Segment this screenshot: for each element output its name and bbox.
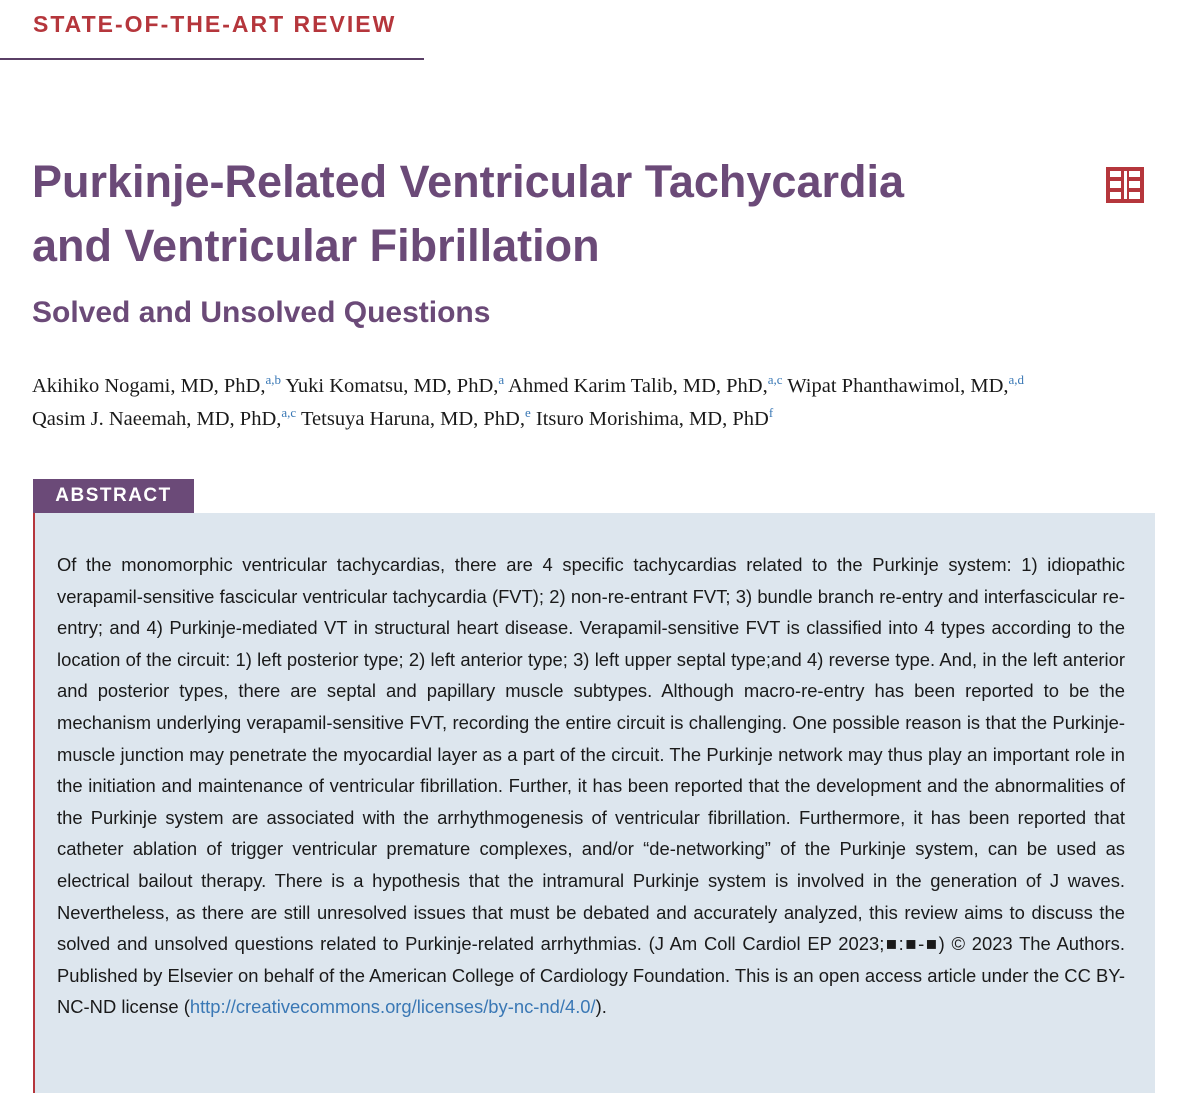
- license-link[interactable]: http://creativecommons.org/licenses/by-nc-nd/4.0/: [189, 996, 596, 1018]
- author-name: Yuki Komatsu, MD, PhD,: [285, 375, 499, 397]
- affiliation-sup[interactable]: f: [768, 405, 774, 421]
- author-name: Itsuro Morishima, MD, PhD: [535, 408, 769, 430]
- affiliation-sup[interactable]: a,b: [265, 372, 282, 388]
- author: [32, 405, 297, 430]
- author-list: [32, 370, 1182, 436]
- copyright-text: © 2023 The Authors. Published by Elsevier on behalf of the American College of Cardiology Foundation. This is an open access article under the CC BY-NC-ND license (: [57, 933, 1125, 1018]
- affiliation-sup[interactable]: a,c: [767, 372, 783, 388]
- author: [508, 372, 783, 397]
- author: [32, 372, 282, 397]
- affiliation-sup[interactable]: a,c: [281, 405, 297, 421]
- author: [285, 372, 505, 397]
- affiliation-sup[interactable]: a,d: [1008, 372, 1025, 388]
- closing-punctuation: ).: [595, 996, 607, 1018]
- abstract-text: [57, 549, 1125, 1023]
- author-name: Akihiko Nogami, MD, PhD,: [32, 375, 266, 397]
- author-name: Ahmed Karim Talib, MD, PhD,: [508, 375, 768, 397]
- citation: (J Am Coll Cardiol EP 2023;■:■-■): [648, 933, 945, 955]
- affiliation-sup[interactable]: a: [498, 372, 505, 388]
- abstract-body: Of the monomorphic ventricular tachycardias, there are 4 specific tachycardias related to the Purkinje system: 1) idiopathic verapamil-sensitive fascicular ventricular tachycardia (FVT); 2) non-re-entrant FVT; 3) bundle branch re-entry and interfascicular re-entry; and 4) Purkinje-mediated VT in structural heart disease. Verapamil-sensitive FVT is classified into 4 types according to the location of the circuit: 1) left posterior type; 2) left anterior type; 3) left upper septal type;and 4) reverse type. And, in the left anterior and posterior types, there are septal and papillary muscle subtypes. Although macro-re-entry has been reported to be the mechanism underlying verapamil-sensitive FVT, recording the entire circuit is challenging. One possible reason is that the Purkinje-muscle junction may penetrate the myocardial layer as a part of the circuit. The Purkinje network may thus play an important role in the initiation and maintenance of ventricular fibrillation. Further, it has been reported that the development and the abnormalities of the Purkinje system are associated with the arrhythmogenesis of ventricular fibrillation. Furthermore, it has been reported that catheter ablation of trigger ventricular premature complexes, and/or “de-networking” of the Purkinje system, can be used as electrical bailout therapy. There is a hypothesis that the intramural Purkinje system is involved in the generation of J waves. Nevertheless, as there are still unresolved issues that must be debated and accurately analyzed, this review aims to discuss the solved and unsolved questions related to Purkinje-related arrhythmias.: [57, 554, 1125, 955]
- article-subtitle: Solved and Unsolved Questions: [32, 296, 491, 329]
- affiliation-sup[interactable]: e: [524, 405, 531, 421]
- title-line-1: Purkinje-Related Ventricular Tachycardia: [32, 156, 905, 207]
- author: [535, 405, 774, 430]
- author: [300, 405, 531, 430]
- author-name: Wipat Phanthawimol, MD,: [787, 375, 1009, 397]
- article-title: [32, 150, 1092, 278]
- author-name: Qasim J. Naeemah, MD, PhD,: [32, 408, 282, 430]
- section-label: STATE-OF-THE-ART REVIEW: [33, 11, 397, 37]
- abstract-label: ABSTRACT: [33, 479, 194, 513]
- author-name: Tetsuya Haruna, MD, PhD,: [300, 408, 525, 430]
- title-line-2: and Ventricular Fibrillation: [32, 220, 600, 271]
- book-grid-icon[interactable]: [1106, 167, 1144, 203]
- header-rule: [0, 58, 424, 60]
- author: [787, 372, 1025, 397]
- abstract-box: [33, 513, 1155, 1093]
